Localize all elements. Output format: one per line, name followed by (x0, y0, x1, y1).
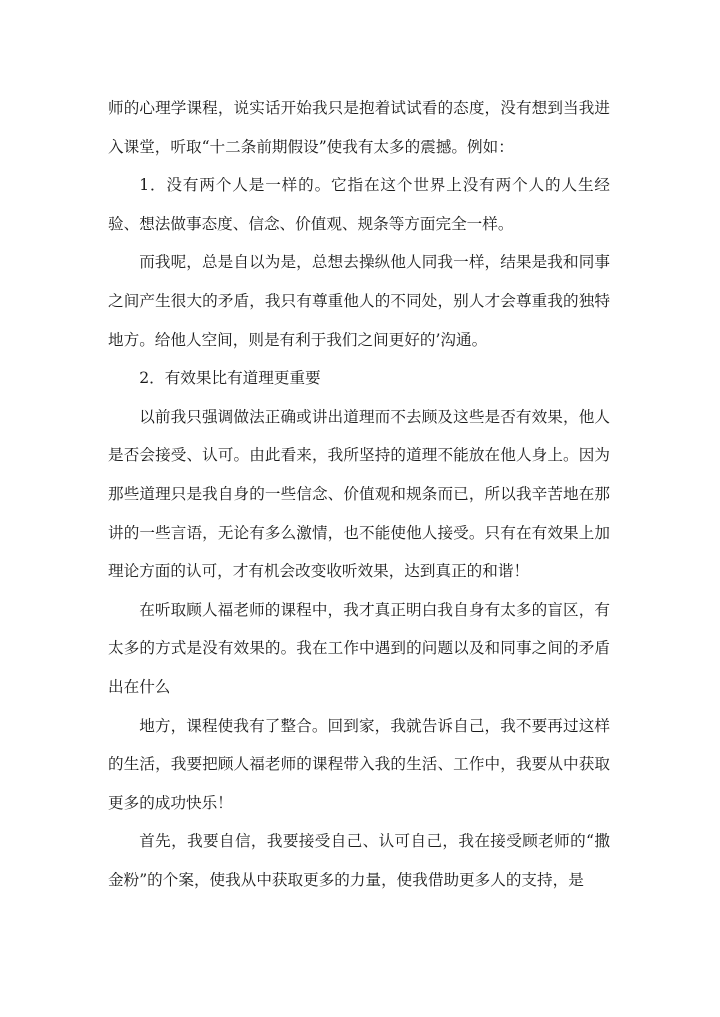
paragraph-course-insight: 在听取顾人福老师的课程中，我才真正明白我自身有太多的盲区，有太多的方式是没有效果的。我在工作中遇到的问题以及和同事之间的矛盾出在什么 (108, 600, 610, 696)
paragraph-point-1: 1．没有两个人是一样的。它指在这个世界上没有两个人的人生经验、想法做事态度、信念、价值观、规条等方面完全一样。 (108, 176, 610, 233)
paragraph-reflection-1: 而我呢，总是自以为是，总想去操纵他人同我一样，结果是我和同事之间产生很大的矛盾，我只有尊重他人的不同处，别人才会尊重我的独特地方。给他人空间，则是有利于我们之间更好的’沟通。 (108, 253, 610, 349)
paragraph-point-2: 2．有效果比有道理更重要 (139, 369, 321, 388)
document-body (108, 89, 610, 899)
paragraph-reflection-2: 以前我只强调做法正确或讲出道理而不去顾及这些是否有效果，他人是否会接受、认可。由此看来，我所坚持的道理不能放在他人身上。因为那些道理只是我自身的一些信念、价值观和规条而已，所以我辛苦地在那讲的一些言语，无论有多么激情，也不能使他人接受。只有在有效果上加理论方面的认可，才有机会改变收听效果，达到真正的和谐！ (108, 407, 610, 581)
paragraph-integration: 地方，课程使我有了整合。回到家，我就告诉自己，我不要再过这样的生活，我要把顾人福老师的课程带入我的生活、工作中，我要从中获取更多的成功快乐！ (108, 716, 610, 812)
paragraph-self-confidence: 首先，我要自信，我要接受自己、认可自己，我在接受顾老师的“撒金粉”的个案，使我从中获取更多的力量，使我借助更多人的支持，是 (108, 832, 610, 889)
paragraph-continuation: 师的心理学课程，说实话开始我只是抱着试试看的态度，没有想到当我进入课堂，听取“十二条前期假设”使我有太多的震撼。例如： (108, 99, 610, 156)
